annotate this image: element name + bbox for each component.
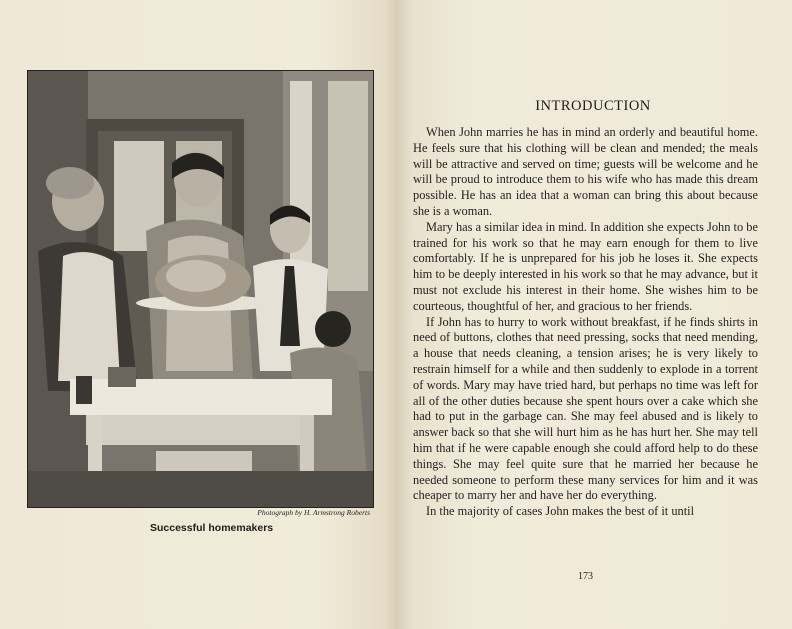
chapter-heading: INTRODUCTION [535, 98, 651, 114]
paragraph: Mary has a similar idea in mind. In addition she expects John to be trained for his work so that he may earn enough for them to live comfortably. If he is unprepared for his job he loses it. She expects him to be deeply interested in his work so that he may advance, but it must not exclude his interest in their home. She wishes him to be courteous, thoughtful of her, and gracious to her friends. [413, 219, 758, 313]
paragraph: When John marries he has in mind an orderly and beautiful home. He feels sure that his clothing will be clean and mended; the meals will be attractive and served on time; guests will be welcome and he will be proud to introduce them to his wife who has made this dream possible. He has an idea that a woman can bring this about because she is a woman. [413, 125, 758, 218]
photo-credit: Photograph by H. Armstrong Roberts [257, 508, 370, 517]
photo-caption: Successful homemakers [150, 522, 274, 534]
family-photograph [27, 70, 374, 508]
page-number: 173 [578, 571, 593, 582]
paragraph: If John has to hurry to work without breakfast, if he finds shirts in need of buttons, clothes that need pressing, socks that need mending, a house that needs cleaning, a tension arises; he is very likely to restrain himself for a while and then suddenly to explode in a torrent of words. Mary may have tried hard, but perhaps no time was left for all of the other duties because she spent hours over a cake which she had to put in the garbage can. She may feel abused and is likely to answer back so that she will hurt him as he has hurt her. She may tell him that if he were capable enough she could afford help to do these things. She may feel quite sure that he married her because he needed someone to perform these many services for him and it was cheaper to marry her and have her do everything. [413, 314, 758, 503]
body-text [413, 125, 758, 520]
paragraph: In the majority of cases John makes the best of it until [426, 504, 695, 519]
